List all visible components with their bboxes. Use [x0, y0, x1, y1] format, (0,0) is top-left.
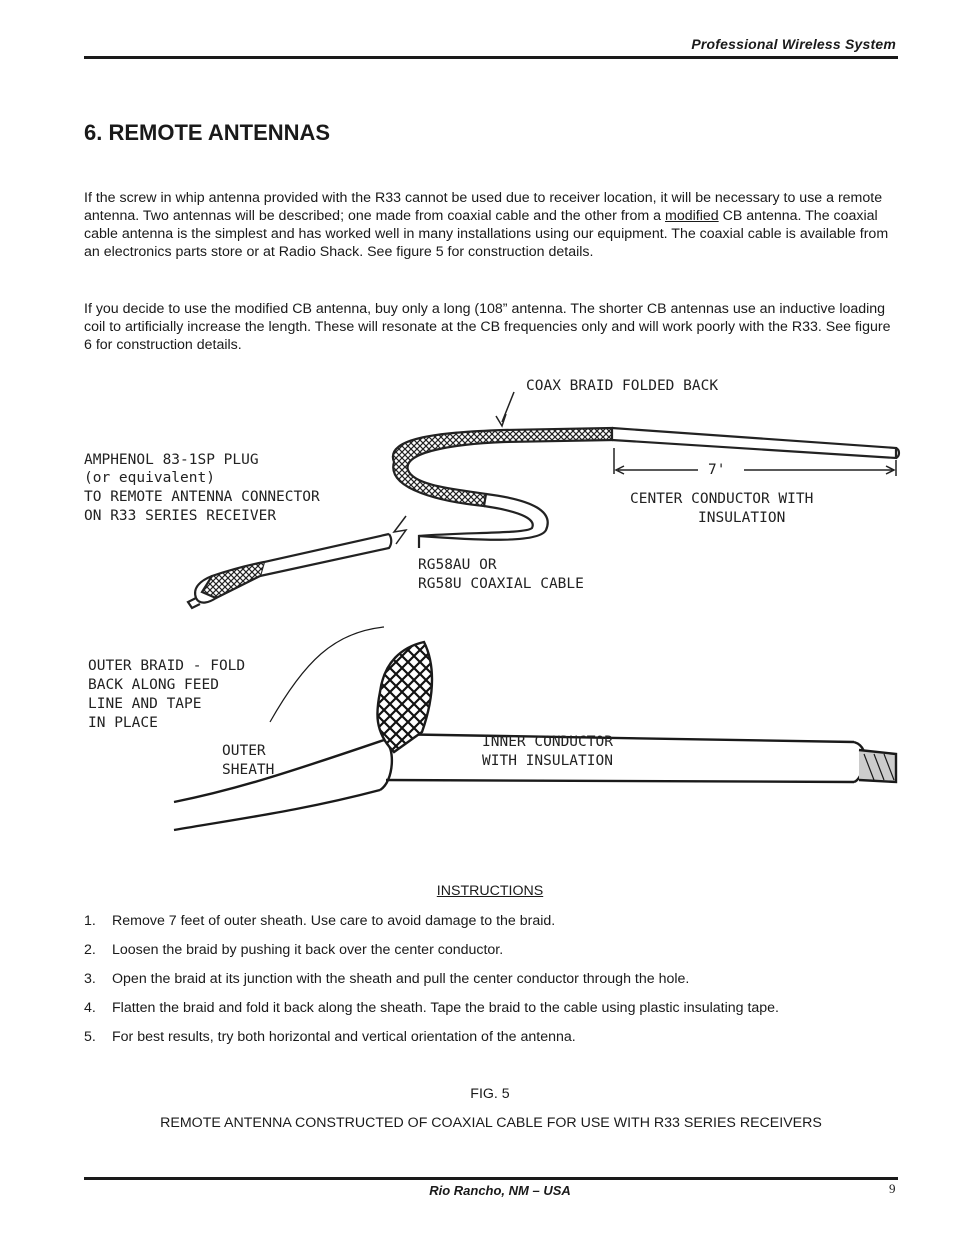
- header-rule: [84, 56, 898, 59]
- cb-antenna-paragraph: If you decide to use the modified CB antenna, buy only a long (108” antenna. The shorter CB antennas use an inductive loading coil to artificially increase the length. These will resonate at the CB frequencies only and will work poorly with the R33. See figure 6 for construction details.: [84, 301, 891, 353]
- label-amphenol-2: (or equivalent): [84, 470, 215, 486]
- modified-underlined: modified: [665, 208, 719, 224]
- label-inner-2: WITH INSULATION: [482, 753, 613, 769]
- label-outer-sheath-1: OUTER: [222, 743, 266, 759]
- intro-text-a: If the screw in whip antenna provided with the R33 cannot be used due to receiver location, it will be necessary to use a remote antenna. Two antennas will be described; one made from coaxial cable and the other from a: [84, 190, 883, 224]
- label-amphenol-4: ON R33 SERIES RECEIVER: [84, 508, 277, 524]
- label-length: 7': [708, 462, 726, 478]
- label-rg58-2: RG58U COAXIAL CABLE: [418, 576, 584, 592]
- label-center-1: CENTER CONDUCTOR WITH: [630, 491, 814, 507]
- coax-antenna-figure: [84, 362, 904, 842]
- step-text: Loosen the braid by pushing it back over the center conductor.: [112, 942, 504, 958]
- label-outer-braid-2: BACK ALONG FEED: [88, 677, 219, 693]
- intro-paragraph: [84, 189, 898, 261]
- figure-number: FIG. 5: [470, 1086, 510, 1102]
- label-outer-braid-1: OUTER BRAID - FOLD: [88, 658, 246, 674]
- step-number: 4.: [84, 1000, 96, 1016]
- step-number: 5.: [84, 1029, 96, 1045]
- footer-location: Rio Rancho, NM – USA: [429, 1183, 571, 1198]
- instructions-list: [84, 912, 779, 1057]
- step-text: Flatten the braid and fold it back along the sheath. Tape the braid to the cable using plastic insulating tape.: [112, 1000, 779, 1016]
- label-outer-sheath-2: SHEATH: [222, 762, 275, 778]
- instructions-title: INSTRUCTIONS: [436, 883, 544, 899]
- list-item: [84, 1028, 779, 1057]
- intro-text-b: CB antenna. The coaxial cable antenna is the simplest and has worked well in many installations using our equipment. The coaxial cable is available from an electronics parts store or at Radio Shack. See figure 5 for construction details.: [84, 208, 889, 260]
- label-center-2: INSULATION: [698, 510, 786, 526]
- length-dimension: [614, 448, 896, 476]
- label-rg58-1: RG58AU OR: [418, 557, 497, 573]
- label-amphenol-1: AMPHENOL 83-1SP PLUG: [84, 452, 259, 468]
- step-text: For best results, try both horizontal and vertical orientation of the antenna.: [112, 1029, 576, 1045]
- label-outer-braid-3: LINE AND TAPE: [88, 696, 202, 712]
- page-number: 9: [889, 1181, 896, 1196]
- section-title: 6. REMOTE ANTENNAS: [84, 120, 331, 145]
- list-item: [84, 970, 779, 999]
- figure-caption: REMOTE ANTENNA CONSTRUCTED OF COAXIAL CABLE FOR USE WITH R33 SERIES RECEIVERS: [160, 1115, 822, 1131]
- list-item: [84, 912, 779, 941]
- footer-rule: [84, 1177, 898, 1180]
- list-item: [84, 941, 779, 970]
- step-number: 2.: [84, 942, 96, 958]
- list-item: [84, 999, 779, 1028]
- label-coax-braid: COAX BRAID FOLDED BACK: [526, 378, 719, 394]
- step-text: Open the braid at its junction with the sheath and pull the center conductor through the hole.: [112, 971, 690, 987]
- label-inner-1: INNER CONDUCTOR: [482, 734, 613, 750]
- step-text: Remove 7 feet of outer sheath. Use care to avoid damage to the braid.: [112, 913, 556, 929]
- label-outer-braid-4: IN PLACE: [88, 715, 158, 731]
- step-number: 3.: [84, 971, 96, 987]
- coax-antenna-drawing: [84, 362, 904, 842]
- coax-cutaway: [174, 627, 896, 830]
- label-amphenol-3: TO REMOTE ANTENNA CONNECTOR: [84, 489, 320, 505]
- header-title: Professional Wireless System: [691, 36, 896, 52]
- step-number: 1.: [84, 913, 96, 929]
